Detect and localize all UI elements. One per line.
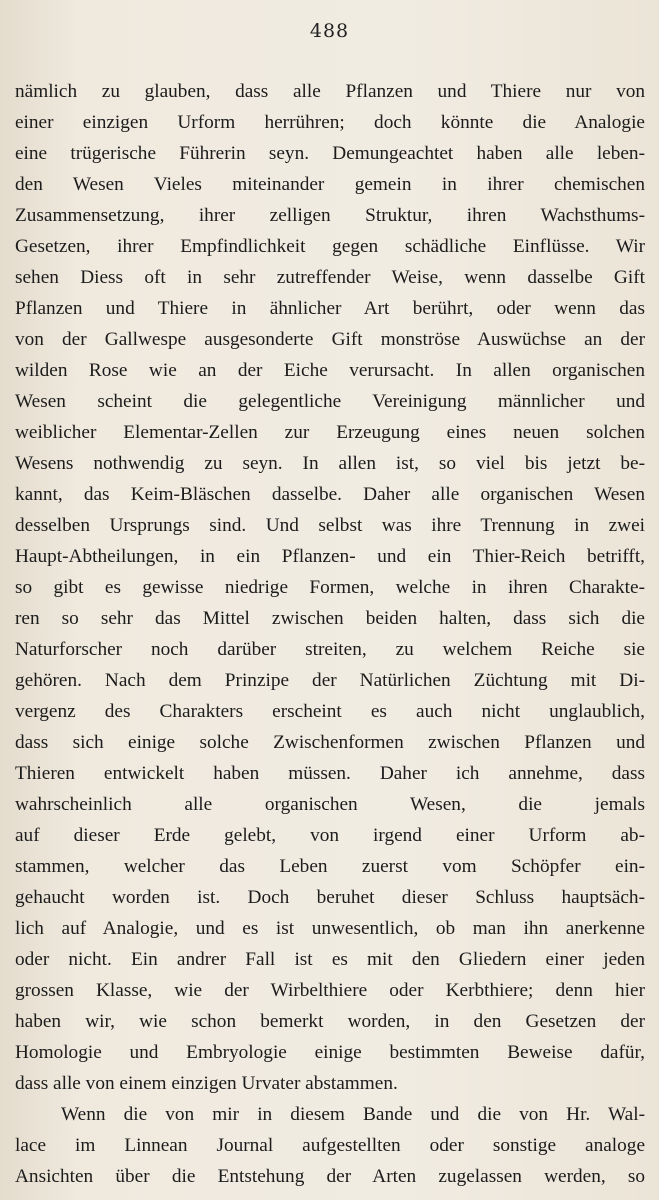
text-line: vergenz des Charakters erscheint es auch nicht unglaublich, (15, 701, 645, 722)
text-line: Wesen scheint die gelegentliche Vereinigung männlicher und (15, 391, 645, 412)
text-line: Wesens nothwendig zu seyn. In allen ist, so viel bis jetzt be- (15, 453, 645, 474)
text-line: ren so sehr das Mittel zwischen beiden halten, dass sich die (15, 608, 645, 629)
text-line: lich auf Analogie, und es ist unwesentlich, ob man ihn anerkenne (15, 918, 645, 939)
text-line: auf dieser Erde gelebt, von irgend einer Urform ab- (15, 825, 645, 846)
text-line: wilden Rose wie an der Eiche verursacht. In allen organischen (15, 360, 645, 381)
text-line: nämlich zu glauben, dass alle Pflanzen und Thiere nur von (15, 81, 645, 102)
text-line: gehören. Nach dem Prinzipe der Natürlichen Züchtung mit Di- (15, 670, 645, 691)
page-number: 488 (309, 20, 350, 42)
text-line: wahrscheinlich alle organischen Wesen, die jemals (15, 794, 645, 815)
text-line: dass sich einige solche Zwischenformen zwischen Pflanzen und (15, 732, 645, 753)
text-line: Homologie und Embryologie einige bestimmten Beweise dafür, (15, 1042, 645, 1063)
text-line: Naturforscher noch darüber streiten, zu welchem Reiche sie (15, 639, 645, 660)
text-line: den Wesen Vieles miteinander gemein in ihrer chemischen (15, 174, 645, 195)
text-line: desselben Ursprungs sind. Und selbst was ihre Trennung in zwei (15, 515, 645, 536)
text-line: von der Gallwespe ausgesonderte Gift monströse Auswüchse an der (15, 329, 645, 350)
text-line: Thieren entwickelt haben müssen. Daher ich annehme, dass (15, 763, 645, 784)
text-line: haben wir, wie schon bemerkt worden, in den Gesetzen der (15, 1011, 645, 1032)
text-line: stammen, welcher das Leben zuerst vom Schöpfer ein- (15, 856, 645, 877)
text-line: Haupt-Abtheilungen, in ein Pflanzen- und ein Thier-Reich betrifft, (15, 546, 645, 567)
text-line: gehaucht worden ist. Doch beruhet dieser Schluss hauptsäch- (15, 887, 645, 908)
text-line: kannt, das Keim-Bläschen dasselbe. Daher alle organischen Wesen (15, 484, 645, 505)
body-text (15, 76, 645, 1192)
text-line: dass alle von einem einzigen Urvater abstammen. (15, 1073, 398, 1094)
text-line: oder nicht. Ein andrer Fall ist es mit den Gliedern einer jeden (15, 949, 645, 970)
text-line: Wenn die von mir in diesem Bande und die von Hr. Wal- (61, 1104, 645, 1125)
text-line: weiblicher Elementar-Zellen zur Erzeugung eines neuen solchen (15, 422, 645, 443)
text-line: grossen Klasse, wie der Wirbelthiere oder Kerbthiere; denn hier (15, 980, 645, 1001)
text-line: sehen Diess oft in sehr zutreffender Weise, wenn dasselbe Gift (15, 267, 645, 288)
text-line: Ansichten über die Entstehung der Arten zugelassen werden, so (15, 1166, 645, 1187)
text-line: Pflanzen und Thiere in ähnlicher Art berührt, oder wenn das (15, 298, 645, 319)
text-line: Gesetzen, ihrer Empfindlichkeit gegen schädliche Einflüsse. Wir (15, 236, 645, 257)
text-line: eine trügerische Führerin seyn. Demungeachtet haben alle leben- (15, 143, 645, 164)
text-line: lace im Linnean Journal aufgestellten oder sonstige analoge (15, 1135, 645, 1156)
text-line: einer einzigen Urform herrühren; doch könnte die Analogie (15, 112, 645, 133)
text-line: so gibt es gewisse niedrige Formen, welche in ihren Charakte- (15, 577, 645, 598)
text-line: Zusammensetzung, ihrer zelligen Struktur, ihren Wachsthums- (15, 205, 645, 226)
